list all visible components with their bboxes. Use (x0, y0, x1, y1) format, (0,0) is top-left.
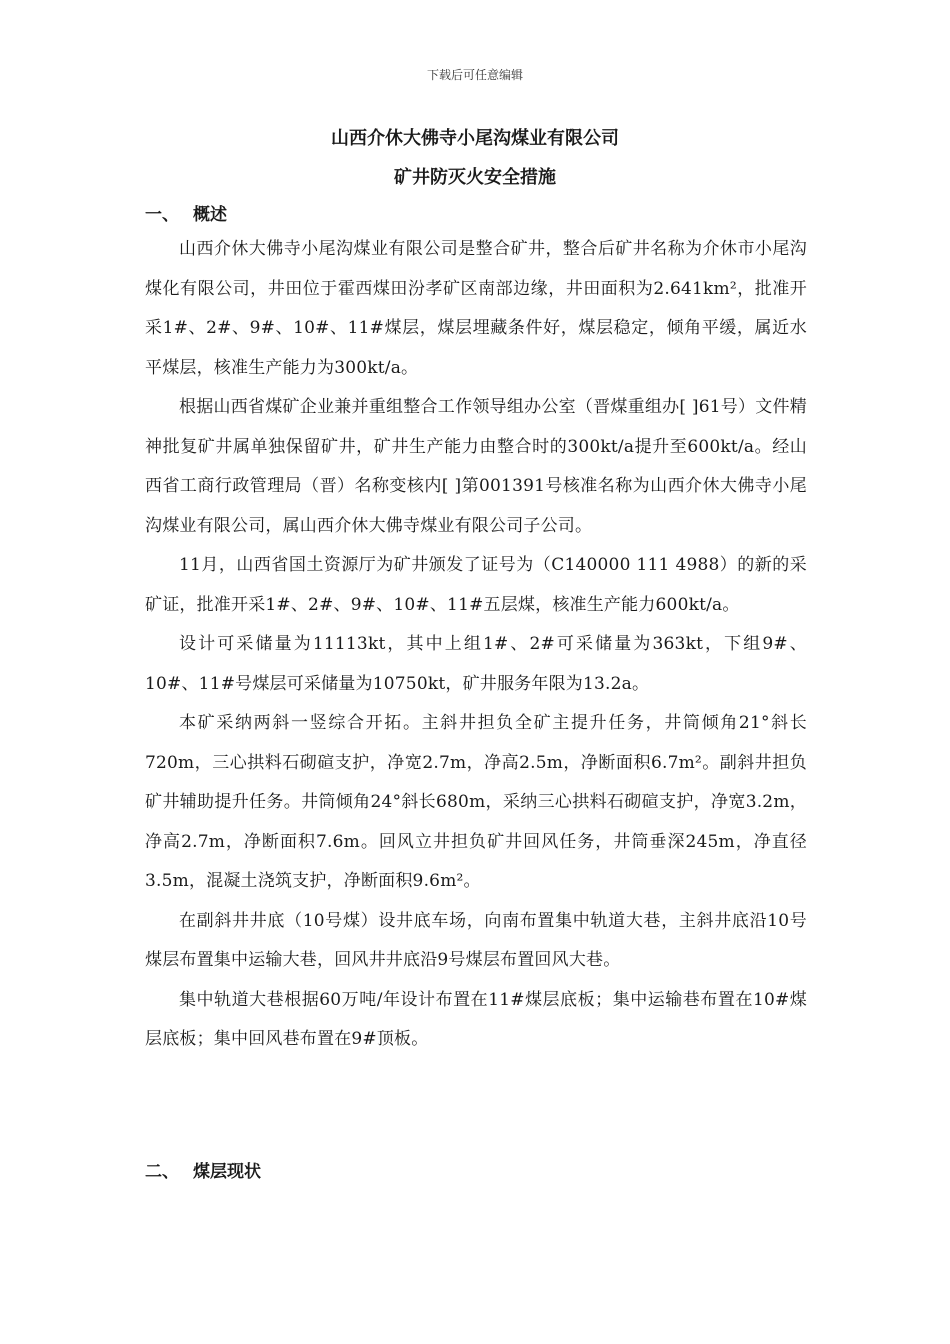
paragraph: 山西介休大佛寺小尾沟煤业有限公司是整合矿井，整合后矿井名称为介休市小尾沟煤化有限公司，井田位于霍西煤田汾孝矿区南部边缘，井田面积为2.641km²，批准开采1#、2#、9#、10#、11#煤层，煤层埋藏条件好，煤层稳定，倾角平缓，属近水平煤层，核准生产能力为300kt/a。 (145, 239, 807, 378)
header-note: 下载后可任意编辑 (426, 68, 523, 82)
body-text (145, 230, 807, 1060)
section-heading-2 (145, 1157, 261, 1182)
section-title: 煤层现状 (193, 1162, 261, 1182)
paragraph: 集中轨道大巷根据60万吨/年设计布置在11#煤层底板；集中运输巷布置在10#煤层底板；集中回风巷布置在9#顶板。 (145, 989, 807, 1049)
section-number: 一、 (145, 205, 179, 225)
paragraph: 根据山西省煤矿企业兼并重组整合工作领导组办公室（晋煤重组办[ ]61号）文件精神批复矿井属单独保留矿井，矿井生产能力由整合时的300kt/a提升至600kt/a。经山西省工商行政管理局（晋）名称变核内[ ]第001391号核准名称为山西介休大佛寺小尾沟煤业有限公司，属山西介休大佛寺煤业有限公司子公司。 (145, 397, 807, 536)
paragraph: 在副斜井井底（10号煤）设井底车场，向南布置集中轨道大巷，主斜井底沿10号煤层布置集中运输大巷，回风井井底沿9号煤层布置回风大巷。 (145, 910, 807, 970)
paragraph: 11月，山西省国土资源厅为矿井颁发了证号为（C140000 111 4988）的新的采矿证，批准开采1#、2#、9#、10#、11#五层煤，核准生产能力600kt/a。 (145, 555, 807, 615)
section-title: 概述 (193, 205, 227, 225)
section-number: 二、 (145, 1162, 179, 1182)
document-title: 山西介休大佛寺小尾沟煤业有限公司 (331, 128, 619, 149)
document-subtitle: 矿井防灭火安全措施 (394, 167, 556, 188)
paragraph: 设计可采储量为11113kt，其中上组1#、2#可采储量为363kt，下组9#、10#、11#号煤层可采储量为10750kt，矿井服务年限为13.2a。 (145, 634, 807, 694)
paragraph: 本矿采纳两斜一竖综合开拓。主斜井担负全矿主提升任务，井筒倾角21°斜长720m，三心拱料石砌碹支护，净宽2.7m，净高2.5m，净断面积6.7m²。副斜井担负矿井辅助提升任务。井筒倾角24°斜长680m，采纳三心拱料石砌碹支护，净宽3.2m，净高2.7m，净断面积7.6m。回风立井担负矿井回风任务，井筒垂深245m，净直径3.5m，混凝土浇筑支护，净断面积9.6m²。 (145, 713, 807, 891)
section-heading-1 (145, 200, 227, 225)
